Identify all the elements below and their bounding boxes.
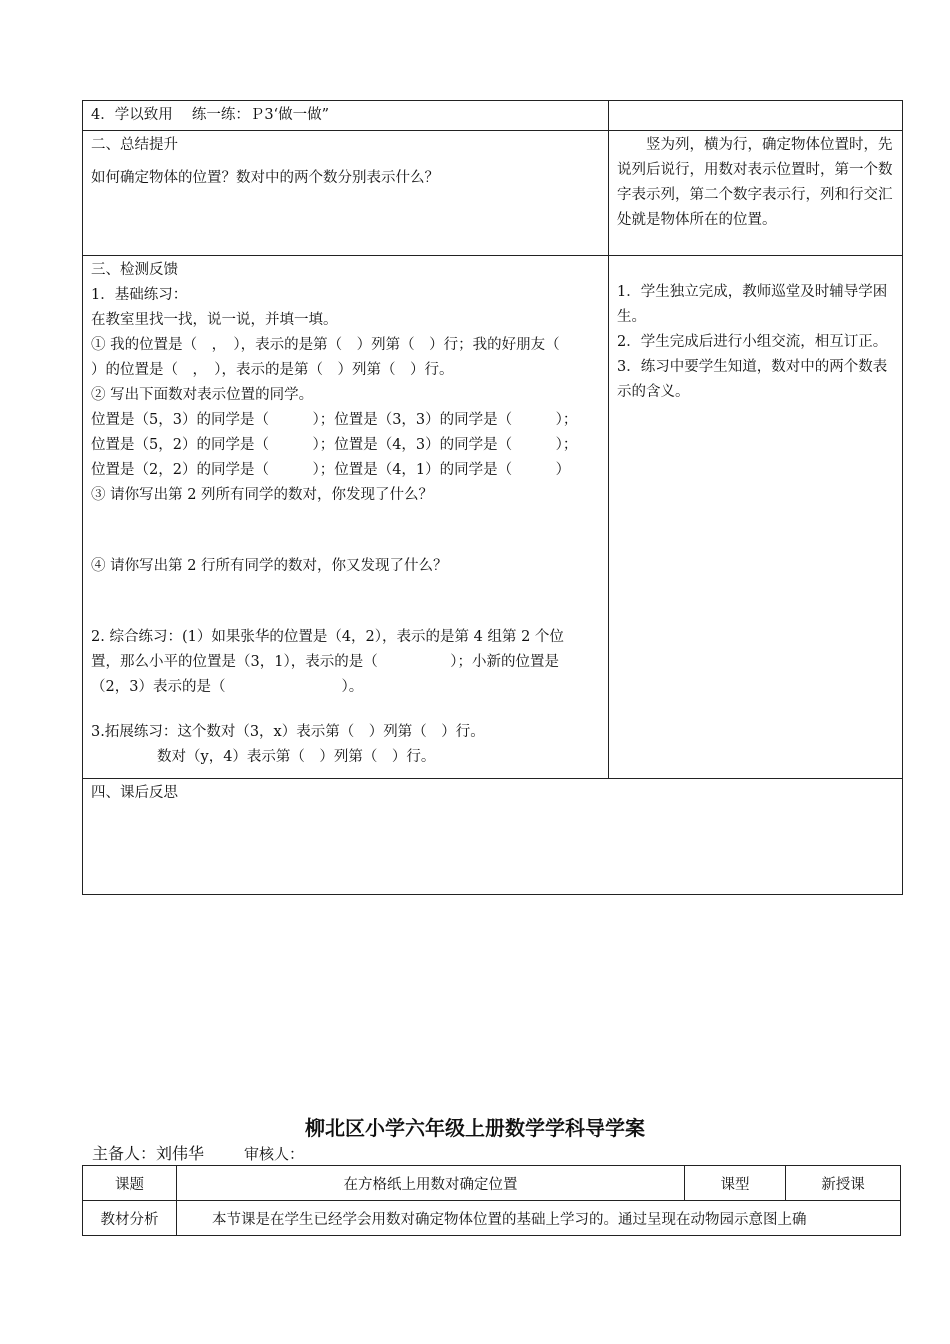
q2-line2: 位置是（5，2）的同学是（ ）；位置是（4，3）的同学是（ ）； (91, 437, 578, 453)
test-note-3: 3．练习中要学生知道，数对中的两个数表示的含义。 (617, 359, 888, 400)
q3: ③ 请你写出第 2 列所有同学的数对，你发现了什么？ (91, 487, 434, 503)
apply-text: 4．学以致用 练一练：Ｐ3‘做一做” (91, 107, 330, 123)
topic-label: 课题 (83, 1166, 177, 1201)
ext-line1: 3.拓展练习：这个数对（3，x）表示第（ ）列第（ ）行。 (91, 724, 485, 740)
analysis-row (83, 1201, 901, 1236)
reviewer: 审核人： (244, 1145, 305, 1163)
q1-line2: ）的位置是（ ， ），表示的是第（ ）列第（ ）行。 (91, 362, 454, 378)
comp-line1: 2. 综合练习：(1）如果张华的位置是（4，2），表示的是第 4 组第 2 个位 (91, 629, 564, 645)
preparer: 主备人：刘伟华 (92, 1144, 205, 1163)
q2-line1: 位置是（5，3）的同学是（ ）；位置是（3，3）的同学是（ ）； (91, 412, 578, 428)
summary-heading: 二、总结提升 (91, 137, 178, 153)
type-value: 新授课 (786, 1166, 901, 1201)
test-cell (83, 256, 609, 779)
analysis-label: 教材分析 (83, 1201, 177, 1236)
q2-title: ② 写出下面数对表示位置的同学。 (91, 387, 314, 403)
apply-cell (83, 101, 609, 131)
type-label: 课型 (685, 1166, 786, 1201)
lesson-table (82, 100, 903, 895)
test-note-1: 1．学生独立完成，教师巡堂及时辅导学困生。 (617, 284, 888, 325)
analysis-value: 本节课是在学生已经学会用数对确定物体位置的基础上学习的。通过呈现在动物园示意图上确 (177, 1201, 901, 1236)
summary-note-cell (609, 131, 903, 256)
reflect-cell (83, 779, 903, 895)
comp-line3: （2，3）表示的是（ ）。 (91, 679, 364, 695)
reflect-heading: 四、课后反思 (91, 785, 178, 801)
summary-cell (83, 131, 609, 256)
ext-line2: 数对（y，4）表示第（ ）列第（ ）行。 (157, 749, 436, 765)
test-note-2: 2．学生完成后进行小组交流，相互订正。 (617, 334, 888, 350)
basic-intro: 在教室里找一找，说一说，并填一填。 (91, 312, 338, 328)
page-title: 柳北区小学六年级上册数学学科导学案 (305, 1116, 645, 1140)
q1-line1: ① 我的位置是（ ， ），表示的是第（ ）列第（ ）行；我的好朋友（ (91, 337, 560, 353)
row-apply (83, 101, 903, 131)
basic-title: 1．基础练习： (91, 287, 188, 303)
test-notes-cell (609, 256, 903, 779)
row-reflect (83, 779, 903, 895)
comp-line2: 置，那么小平的位置是（3，1），表示的是（ ）；小新的位置是 (91, 654, 559, 670)
test-heading: 三、检测反馈 (91, 262, 178, 278)
apply-note-cell (609, 101, 903, 131)
q2-line3: 位置是（2，2）的同学是（ ）；位置是（4，1）的同学是（ ） (91, 462, 571, 478)
author-line (92, 1141, 304, 1164)
summary-question: 如何确定物体的位置？数对中的两个数分别表示什么？ (91, 170, 439, 186)
topic-value: 在方格纸上用数对确定位置 (177, 1166, 685, 1201)
summary-note: 竖为列，横为行，确定物体位置时，先说列后说行，用数对表示位置时，第一个数字表示列，第二个数字表示行，列和行交汇处就是物体所在的位置。 (617, 137, 893, 228)
q4: ④ 请你写出第 2 行所有同学的数对，你又发现了什么？ (91, 558, 448, 574)
header-table (82, 1165, 901, 1236)
row-summary (83, 131, 903, 256)
topic-row (83, 1166, 901, 1201)
row-test (83, 256, 903, 779)
